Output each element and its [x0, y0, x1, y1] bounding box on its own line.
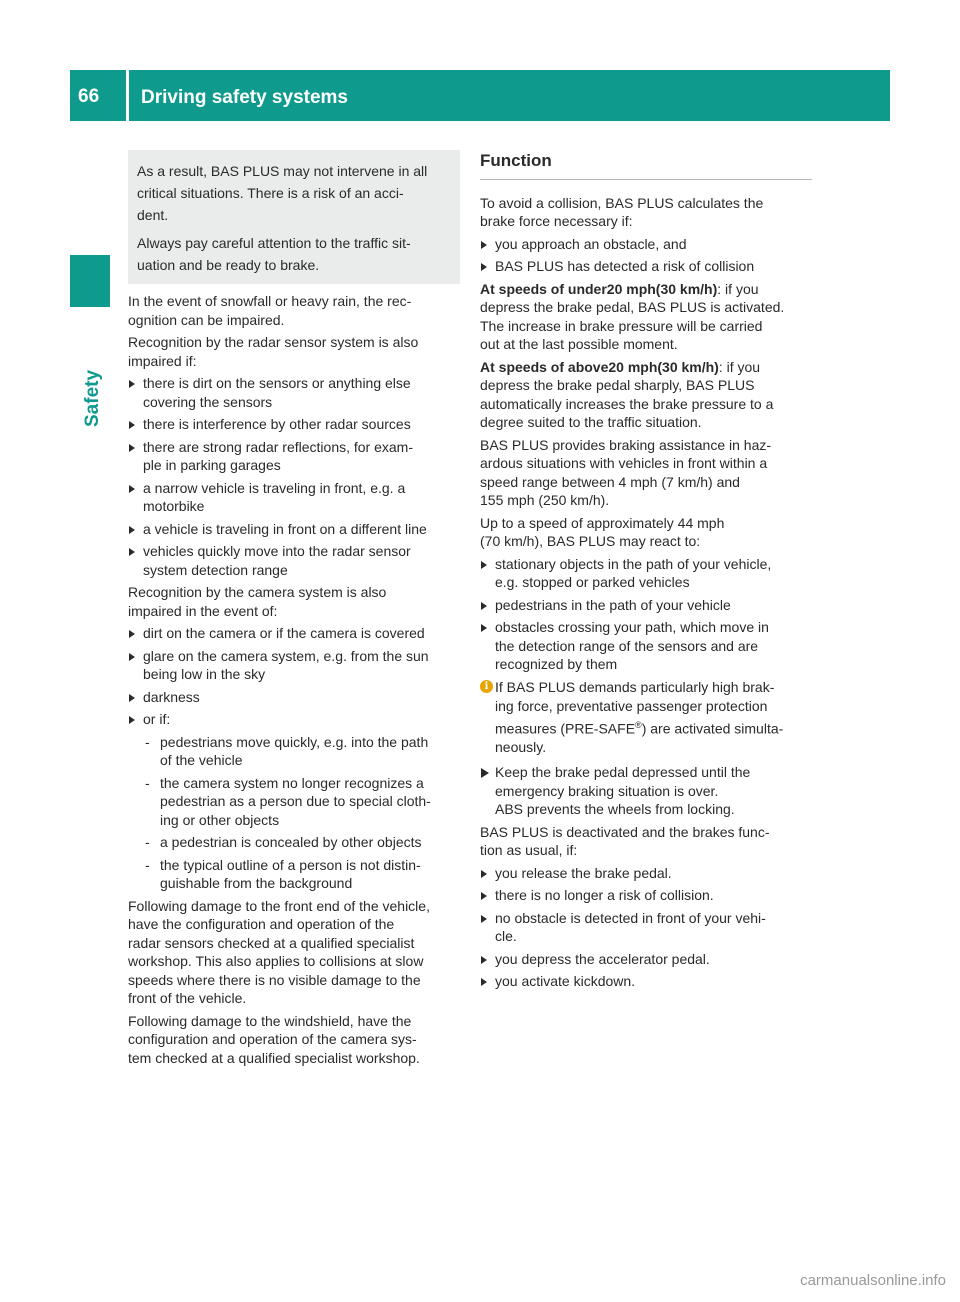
text-line: tem checked at a qualified specialist workshop.: [128, 1049, 420, 1066]
text-line: Recognition by the camera system is also: [128, 584, 387, 600]
paragraph-radar-intro: [128, 333, 460, 370]
text-line: there is interference by other radar sources: [143, 416, 411, 432]
text-line: The increase in brake pressure will be carried: [480, 317, 763, 334]
text-line: (70 km/h), BAS PLUS may react to:: [480, 533, 701, 549]
text-line: critical situations. There is a risk of an acci-: [137, 185, 404, 201]
list-item: [128, 415, 460, 434]
radar-impairment-list: [128, 374, 460, 579]
list-item: [128, 710, 460, 893]
text-line: uation and be ready to brake.: [137, 257, 320, 273]
text-line: depress the brake pedal, BAS PLUS is activated.: [480, 299, 785, 315]
left-column: [128, 150, 460, 1071]
warning-instruction: [137, 232, 451, 276]
text-line: obstacles crossing your path, which move in: [495, 619, 769, 635]
text-line: depress the brake pedal sharply, BAS PLUS: [480, 377, 755, 393]
text-line: BAS PLUS has detected a risk of collision: [495, 258, 755, 274]
text-line: have the configuration and operation of the: [128, 916, 395, 932]
list-item: [143, 733, 460, 770]
text-line: automatically increases the brake pressure to a: [480, 395, 774, 412]
text-line: speed range between 4 mph (7 km/h) and: [480, 473, 740, 490]
text-line: being low in the sky: [143, 666, 266, 682]
paragraph-windshield-damage: [128, 1012, 460, 1068]
text-line: emergency braking situation is over.: [495, 782, 719, 799]
text-line: - the typical outline of a person is not distin-: [160, 856, 421, 873]
text-line: Following damage to the windshield, have the: [128, 1012, 412, 1029]
text-line: ardous situations with vehicles in front within a: [480, 455, 768, 471]
text-line: vehicles quickly move into the radar sensor: [143, 543, 411, 559]
list-item: [128, 438, 460, 475]
text-line: out at the last possible moment.: [480, 336, 678, 352]
text-line: impaired in the event of:: [128, 602, 278, 619]
text-line: brake force necessary if:: [480, 213, 633, 229]
registered-mark: ®: [635, 719, 642, 730]
text-line: you depress the accelerator pedal.: [495, 950, 710, 967]
text-line: the detection range of the sensors and are: [495, 637, 759, 654]
paragraph-function-intro: [480, 194, 812, 231]
text-line: covering the sensors: [143, 393, 273, 410]
text-line: there are strong radar reflections, for exam-: [143, 438, 414, 455]
paragraph-snowfall: [128, 292, 460, 329]
text-line: pedestrians in the path of your vehicle: [495, 596, 731, 613]
list-item: [480, 950, 812, 969]
section-tab-marker: [70, 255, 110, 307]
text-line: radar sensors checked at a qualified specialist: [128, 934, 415, 951]
under-speed-label: At speeds of under20 mph(30 km/h): [480, 280, 718, 297]
text-line: cle.: [495, 928, 517, 945]
action-arrow-icon: [481, 768, 489, 778]
text-line: motorbike: [143, 498, 205, 514]
warning-text: [137, 160, 451, 226]
list-item: [128, 520, 460, 539]
text-line: BAS PLUS provides braking assistance in haz-: [480, 436, 772, 453]
text-line: Always pay careful attention to the traffic sit-: [137, 235, 411, 251]
text-line: pedestrian as a person due to special cloth-: [160, 793, 431, 809]
text-line: front of the vehicle.: [128, 990, 247, 1006]
text-line: or if:: [143, 711, 171, 727]
list-item: [143, 856, 460, 893]
text-line: stationary objects in the path of your vehicle,: [495, 555, 772, 572]
text-line: tion as usual, if:: [480, 842, 578, 859]
text-line: impaired if:: [128, 352, 197, 369]
info-note: i If BAS PLUS demands particularly high brak- ing force, preventative passenger protection measures (PRE-SAFE®) are activated simulta- neously.: [480, 678, 812, 758]
text-line: system detection range: [143, 561, 288, 578]
text-line: you activate kickdown.: [495, 973, 636, 990]
page-number: 66: [78, 86, 100, 107]
text-line: darkness: [143, 688, 200, 705]
list-item: [480, 618, 812, 674]
text-line: Keep the brake pedal depressed until the: [495, 764, 751, 781]
text-line: ognition can be impaired.: [128, 311, 285, 328]
list-item: [480, 909, 812, 946]
collision-conditions-list: [480, 235, 812, 276]
text-line: dent.: [137, 207, 169, 223]
paragraph-speed-range: [480, 436, 812, 510]
text-line: ple in parking garages: [143, 457, 281, 473]
list-item: [480, 235, 812, 254]
chapter-title: Driving safety systems: [141, 87, 348, 108]
list-item: [480, 596, 812, 615]
text-line: dirt on the camera or if the camera is covered: [143, 625, 425, 641]
text-line: degree suited to the traffic situation.: [480, 414, 702, 430]
list-item: [480, 555, 812, 592]
list-item: [480, 886, 812, 905]
list-item: [128, 647, 460, 684]
paragraph-react-intro: [480, 514, 812, 551]
section-side-label: Safety: [82, 369, 103, 427]
section-heading-function: Function: [480, 152, 812, 180]
right-column: [480, 150, 812, 995]
list-item: [128, 374, 460, 411]
text-line: ing or other objects: [160, 811, 280, 828]
pedestrian-sub-list: [143, 733, 460, 893]
deactivation-conditions-list: [480, 864, 812, 991]
watermark-text: carmanualsonline.info: [800, 1272, 946, 1289]
info-icon: i: [480, 680, 493, 693]
list-item: [143, 833, 460, 852]
text-line: you approach an obstacle, and: [495, 235, 687, 252]
list-item: [480, 864, 812, 883]
text-line: Following damage to the front end of the vehicle,: [128, 897, 430, 914]
action-step: [480, 763, 812, 819]
camera-impairment-list: [128, 624, 460, 893]
text-line: no obstacle is detected in front of your vehi-: [495, 909, 766, 926]
text-line: a narrow vehicle is traveling in front, e.g. a: [143, 479, 406, 496]
text-line: ABS prevents the wheels from locking.: [495, 801, 735, 818]
paragraph-front-damage: [128, 897, 460, 1008]
text-line: guishable from the background: [160, 875, 353, 891]
list-item: [128, 542, 460, 579]
text-line: - pedestrians move quickly, e.g. into the path: [160, 733, 429, 750]
text-line: of the vehicle: [160, 752, 243, 768]
text-line: 155 mph (250 km/h).: [480, 492, 610, 508]
text-line: As a result, BAS PLUS may not intervene in all: [137, 163, 428, 179]
text-line: there is dirt on the sensors or anything else: [143, 375, 411, 391]
list-item: [128, 479, 460, 516]
react-objects-list: [480, 555, 812, 674]
list-item: [143, 774, 460, 830]
list-item: [480, 257, 812, 276]
list-item: [480, 972, 812, 991]
text-line: recognized by them: [495, 656, 618, 672]
header-divider: [126, 70, 129, 121]
above-speed-label: At speeds of above20 mph(30 km/h): [480, 358, 719, 375]
text-line: - the camera system no longer recognizes a: [160, 774, 424, 791]
list-item: [128, 688, 460, 707]
text-line: To avoid a collision, BAS PLUS calculates the: [480, 194, 764, 211]
text-line: - a pedestrian is concealed by other objects: [160, 834, 422, 850]
paragraph-camera-intro: [128, 583, 460, 620]
text-line: Recognition by the radar sensor system is also: [128, 334, 419, 350]
paragraph-under-speed: At speeds of under20 mph(30 km/h): if you depress the brake pedal, BAS PLUS is activated. The increase in brake pressure will be carried out at the last possible moment.: [480, 280, 812, 354]
warning-box: [128, 150, 460, 284]
text-line: In the event of snowfall or heavy rain, the rec-: [128, 293, 412, 309]
paragraph-deactivation-intro: [480, 823, 812, 860]
text-line: you release the brake pedal.: [495, 864, 672, 881]
text-line: a vehicle is traveling in front on a different line: [143, 520, 427, 537]
text-line: speeds where there is no visible damage to the: [128, 971, 421, 988]
text-line: e.g. stopped or parked vehicles: [495, 574, 690, 590]
text-line: configuration and operation of the camera sys-: [128, 1031, 417, 1047]
list-item: [128, 624, 460, 643]
paragraph-above-speed: At speeds of above20 mph(30 km/h): if you depress the brake pedal sharply, BAS PLUS automatically increases the brake pressure to a degree suited to the traffic situation.: [480, 358, 812, 432]
text-line: glare on the camera system, e.g. from the sun: [143, 647, 429, 664]
text-line: workshop. This also applies to collisions at slow: [128, 953, 424, 969]
list-item-text: [143, 710, 460, 729]
text-line: there is no longer a risk of collision.: [495, 887, 714, 904]
text-line: BAS PLUS is deactivated and the brakes func-: [480, 823, 770, 840]
text-line: Up to a speed of approximately 44 mph: [480, 514, 725, 531]
